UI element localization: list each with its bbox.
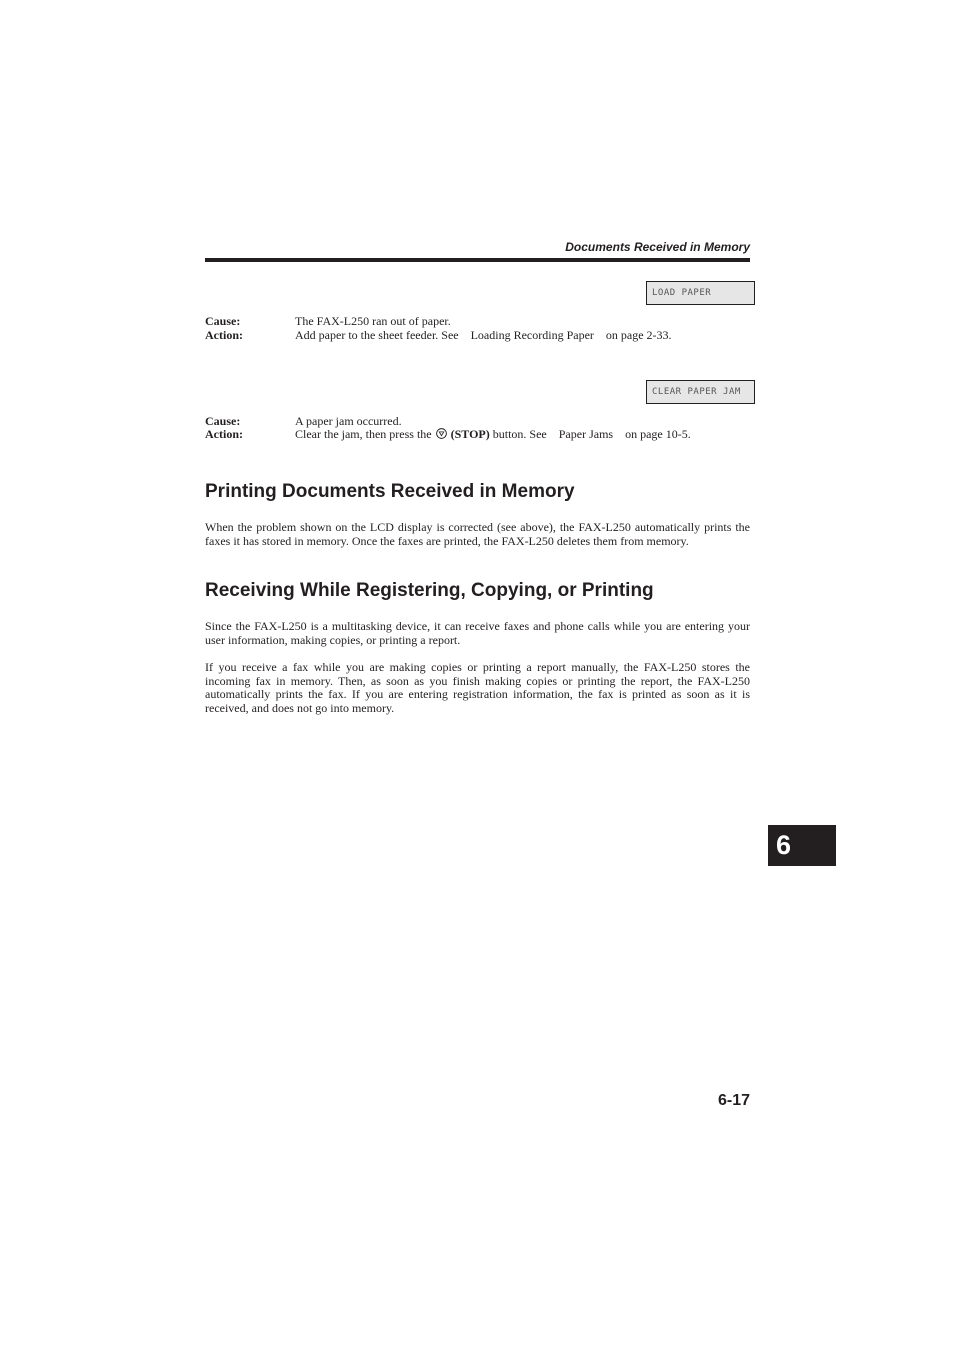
action-label: Action: <box>205 328 243 342</box>
stop-label: (STOP) <box>450 427 490 441</box>
action-label: Action: <box>205 427 243 441</box>
cause-label: Cause: <box>205 414 241 428</box>
cause-label: Cause: <box>205 314 241 328</box>
cause-text: The FAX-L250 ran out of paper. <box>295 314 451 328</box>
body-paragraph: Since the FAX-L250 is a multitasking device, it can receive faxes and phone calls while you are entering your user information, making copies, or printing a report. <box>205 619 750 647</box>
action-text-post: button. See Paper Jams on page 10-5. <box>492 427 691 441</box>
action-text <box>295 427 691 441</box>
section-heading-receiving: Receiving While Registering, Copying, or Printing <box>205 580 654 601</box>
page-number: 6-17 <box>717 1092 750 1109</box>
body-paragraph: If you receive a fax while you are making copies or printing a report manually, the FAX-L250 stores the incoming fax in memory. Then, as soon as you finish making copies or printing the report, the FAX-L250 automatically prints the fax. If you are entering registration information, the fax is printed as soon as it is received, and does not go into memory. <box>205 660 750 716</box>
action-text-pre: Clear the jam, then press the <box>295 427 432 441</box>
section-heading-printing: Printing Documents Received in Memory <box>205 481 575 502</box>
cause-text: A paper jam occurred. <box>295 414 402 428</box>
stop-icon <box>436 428 447 439</box>
action-text: Add paper to the sheet feeder. See Loading Recording Paper on page 2-33. <box>295 328 672 342</box>
body-paragraph: When the problem shown on the LCD display is corrected (see above), the FAX-L250 automatically prints the faxes it has stored in memory. Once the faxes are printed, the FAX-L250 deletes them from memory. <box>205 520 750 548</box>
lcd-message-load-paper: LOAD PAPER <box>646 281 755 305</box>
running-header: Documents Received in Memory <box>565 240 750 254</box>
chapter-tab: 6 <box>768 825 836 866</box>
lcd-message-clear-paper-jam: CLEAR PAPER JAM <box>646 380 755 404</box>
header-rule <box>205 258 750 262</box>
